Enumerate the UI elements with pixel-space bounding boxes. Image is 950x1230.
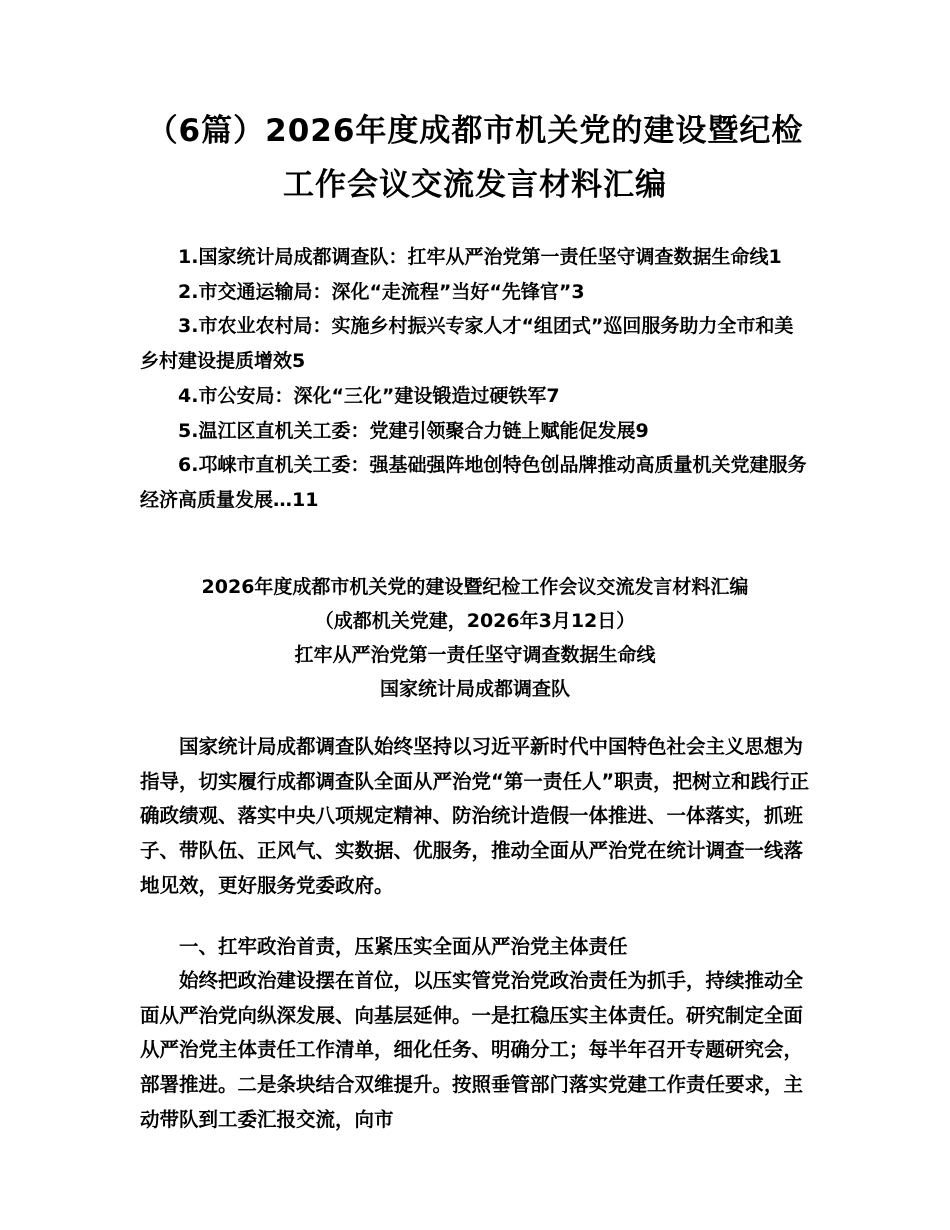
toc-item-5: 5.温江区直机关工委：党建引领聚合力链上赋能促发展9 — [178, 419, 649, 442]
table-of-contents — [140, 240, 810, 518]
toc-item-1: 1.国家统计局成都调查队：扛牢从严治党第一责任坚守调查数据生命线1 — [178, 246, 782, 268]
paragraph-section-1: 始终把政治建设摆在首位，以压实管党治党政治责任为抓手，持续推动全面从严治党向纵深发展、向基层延伸。一是扛稳压实主体责任。研究制定全面从严治党主体责任工作清单，细化任务、明确分工；每半年召开专题研究会，部署推进。二是条块结合双维提升。按照垂管部门落实党建工作责任要求，主动带队到工委汇报交流，向市 — [140, 969, 804, 1131]
section-heading-1: 一、扛牢政治首责，压紧压实全面从严治党主体责任 — [179, 935, 628, 958]
source-line: （成都机关党建，2026年3月12日） — [314, 610, 636, 632]
toc-item-3: 3.市农业农村局：实施乡村振兴专家人才“组团式”巡回服务助力全市和美乡村建设提质增效5 — [140, 315, 794, 373]
toc-item-4: 4.市公安局：深化“三化”建设锻造过硬铁军7 — [178, 384, 560, 407]
article-header-block — [140, 570, 810, 706]
toc-item-6: 6.邛崃市直机关工委：强基础强阵地创特色创品牌推动高质量机关党建服务经济高质量发展…11 — [140, 454, 807, 511]
article-author: 国家统计局成都调查队 — [379, 678, 570, 700]
toc-item-2: 2.市交通运输局：深化“走流程”当好“先锋官”3 — [178, 280, 585, 303]
doc-heading: 2026年度成都市机关党的建设暨纪检工作会议交流发言材料汇编 — [201, 576, 749, 598]
document-title: （6篇）2026年度成都市机关党的建设暨纪检工作会议交流发言材料汇编 — [146, 113, 804, 203]
article-title: 扛牢从严治党第一责任坚守调查数据生命线 — [294, 644, 656, 666]
paragraph-intro: 国家统计局成都调查队始终坚持以习近平新时代中国特色社会主义思想为指导，切实履行成都调查队全面从严治党“第一责任人”职责，把树立和践行正确政绩观、落实中央八项规定精神、防治统计造假一体推进、一体落实，抓班子、带队伍、正风气、实数据、优服务，推动全面从严治党在统计调查一线落地见效，更好服务党委政府。 — [140, 735, 810, 897]
